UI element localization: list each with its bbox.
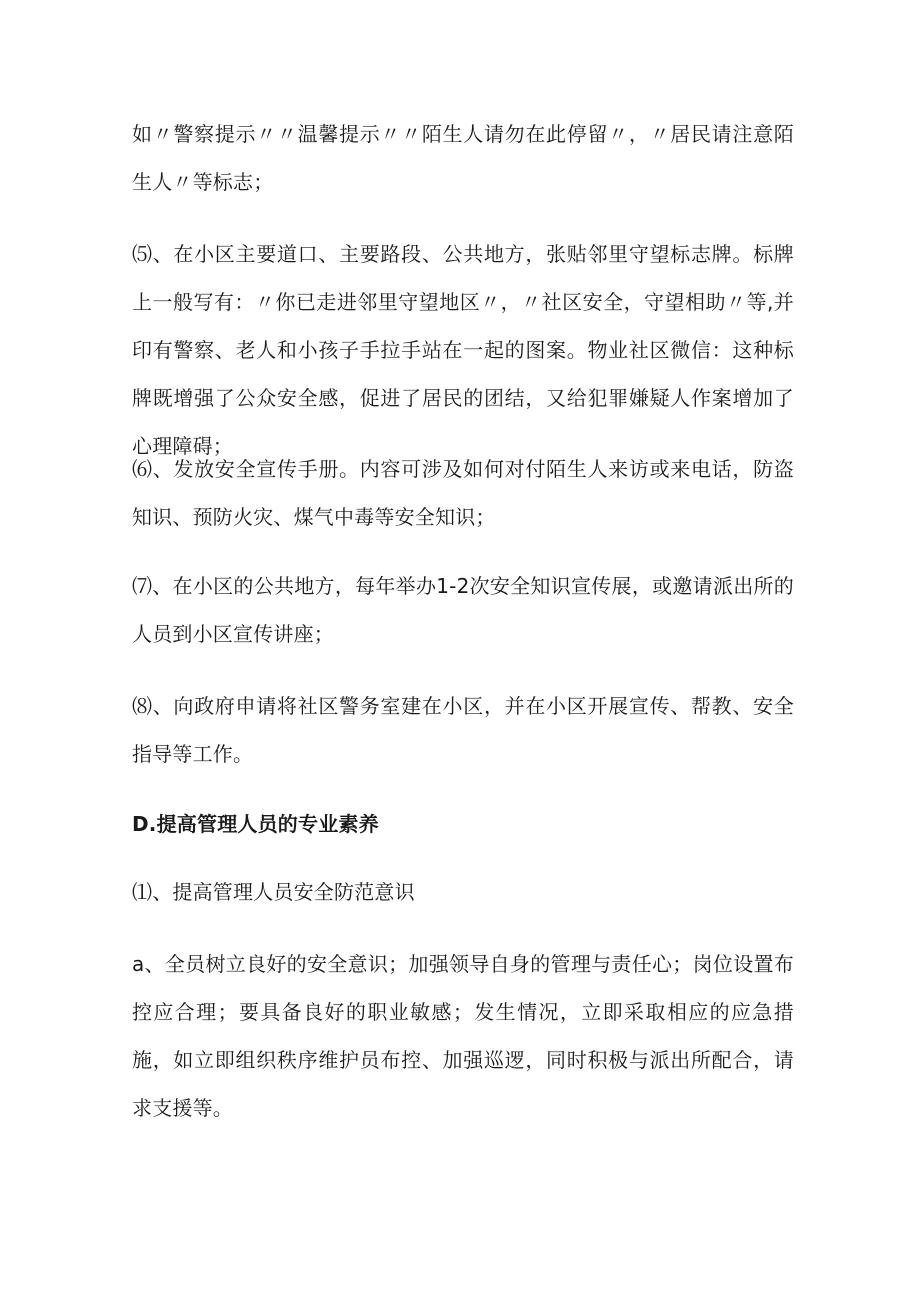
paragraph-warning-signs: 如〃警察提示〃〃温馨提示〃〃陌生人请勿在此停留〃，〃居民请注意陌生人〃等标志； (132, 122, 794, 194)
paragraph-item-a: a、全员树立良好的安全意识；加强领导自身的管理与责任心；岗位设置布控应合理；要具备良好的职业敏感；发生情况，立即采取相应的应急措施，如立即组织秩序维护员布控、加强巡逻，同时积极与派出所配合，请求支援等。 (132, 952, 794, 1120)
paragraph-item-8: ⑻、向政府申请将社区警务室建在小区，并在小区开展宣传、帮教、安全指导等工作。 (132, 694, 794, 766)
paragraph-item-5: ⑸、在小区主要道口、主要路段、公共地方，张贴邻里守望标志牌。标牌上一般写有：〃你已走进邻里守望地区〃，〃社区安全，守望相助〃等,并印有警察、老人和小孩子手拉手站在一起的图案。物业社区微信：这种标牌既增强了公众安全感，促进了居民的团结，又给犯罪嫌疑人作案增加了心理障碍； (132, 242, 794, 458)
subsection-title: ⑴、提高管理人员安全防范意识 (132, 880, 415, 904)
paragraph-item-6: ⑹、发放安全宣传手册。内容可涉及如何对付陌生人来访或来电话，防盗知识、预防火灾、煤气中毒等安全知识； (132, 457, 794, 529)
paragraph-item-7: ⑺、在小区的公共地方，每年举办1-2次安全知识宣传展，或邀请派出所的人员到小区宣传讲座； (132, 574, 794, 646)
section-heading: D.提高管理人员的专业素养 (132, 812, 379, 836)
